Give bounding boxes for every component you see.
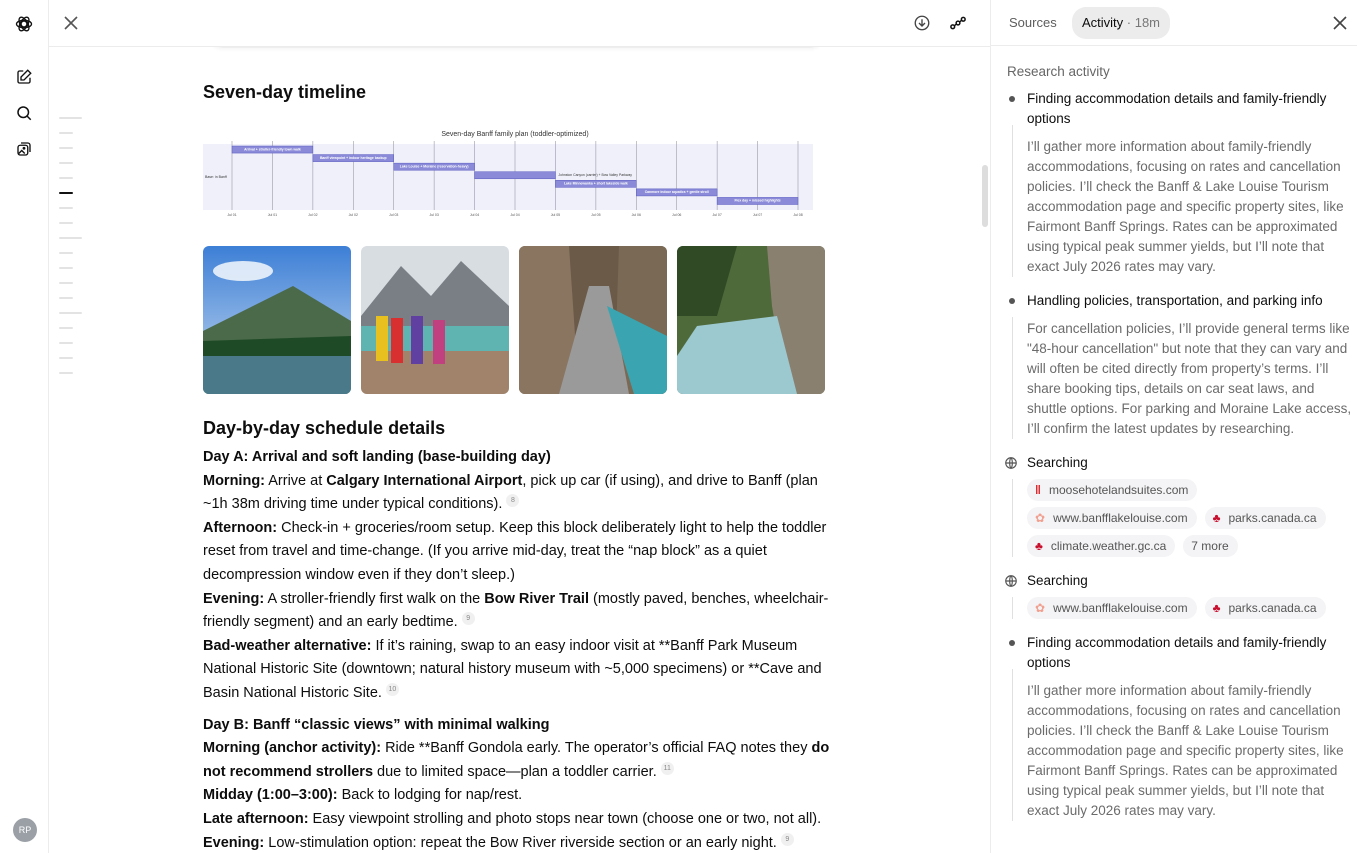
text: If it’s raining, swap to an easy indoor visit at **Banff Park Museum National Historic Site (downtown; natural history museum with ~5,000 specimens) or **Cave and Basin National Historic Site. [203,637,822,701]
close-button[interactable] [60,12,82,34]
photo-canyon-catwalk[interactable] [519,246,667,394]
day-b-title: Day B: Banff “classic views” with minimal walking [203,716,550,733]
text: Arrive at [265,472,327,489]
text: A stroller-friendly first walk on the [264,590,485,607]
source-chip[interactable] [1027,535,1175,557]
paw-favicon-icon: ✿ [1035,601,1046,615]
gantt-bar [475,172,556,179]
tick-label: Jul 03 [389,213,399,217]
tick-label: Jul 07 [712,213,722,217]
text: due to limited space—plan a toddler carrier. [373,763,657,780]
moose-hotel-favicon-icon: ‖ [1035,483,1041,497]
tick-label: Jul 05 [591,213,601,217]
chip-label: www.banfflakelouise.com [1053,601,1188,615]
close-icon [64,16,78,30]
close-panel-button[interactable] [1329,12,1351,34]
openai-logo-icon[interactable] [13,13,35,35]
tab-activity-time: · 18m [1123,15,1161,30]
section-label: Base: in Banff [205,175,227,179]
activity-item [1007,291,1352,439]
tick-label: Jul 06 [672,213,682,217]
activity-panel [990,0,1357,853]
activity-title: Finding accommodation details and family-friendly options [1027,635,1327,670]
label: Midday (1:00–3:00): [203,787,338,804]
tick-label: Jul 02 [308,213,318,217]
source-chip[interactable] [1027,507,1197,529]
avatar[interactable]: RP [13,818,37,842]
chip-label: climate.weather.gc.ca [1050,539,1167,553]
text: , pick up car (if using), and drive to Banff (plan ~1h 38m driving time under typical conditions). [203,472,818,513]
bullet-dot-icon [1009,298,1015,304]
bullet-dot-icon [1009,96,1015,102]
text: Check-in + groceries/room setup. Keep this block deliberately light to help the toddler reset from travel and time-change. (If you arrive mid-day, treat the “nap block” as a quiet decompression window even if they don’t sleep.) [203,519,827,583]
activity-desc: I’ll gather more information about family-friendly accommodations, focusing on rates and cancellation policies. I’ll check the Banff & Lake Louise Tourism accommodation page and specific property sites, like Fairmont Banff Springs. Rates can be approximated using typical peak summer yields, but I’ll note that exact July 2026 rates may vary. [1027,683,1344,818]
tick-label: Jul 03 [429,213,439,217]
source-chip[interactable] [1205,597,1326,619]
tick-label: Jul 05 [550,213,561,217]
text: Back to lodging for nap/rest. [337,787,523,804]
source-chip[interactable] [1205,507,1326,529]
photo-gallery [203,246,825,394]
citation-badge[interactable]: 9 [462,612,475,625]
timeline-heading: Seven-day timeline [203,82,367,102]
activity-desc: I’ll gather more information about family-friendly accommodations, focusing on rates and cancellation policies. I’ll check the Banff & Lake Louise Tourism accommodation page and specific property sites, like Fairmont Banff Springs. Rates can be approximated using typical peak summer yields, but I’ll note that exact July 2026 rates may vary. [1027,139,1344,274]
schedule-section [203,416,833,853]
tick-label: Jul 01 [227,213,237,217]
more-sources-chip[interactable]: 7 more [1183,535,1237,557]
tick-label: Jul 08 [793,213,803,217]
text: (mostly paved, benches, wheelchair-friendly segment) and an early bedtime. [203,590,829,631]
label: Evening: [203,590,265,607]
tab-sources[interactable]: Sources [1009,15,1057,30]
maple-leaf-icon: ♣ [1212,601,1221,615]
chip-label: parks.canada.ca [1228,511,1317,525]
chart-title: Seven-day Banff family plan (toddler-optimized) [441,131,589,138]
day-a-block [203,446,833,706]
top-bar [49,0,990,46]
label: Bad-weather alternative: [203,637,372,654]
activity-title: Searching [1027,573,1088,588]
tick-label: Jul 01 [267,213,278,217]
tick-label: Jul 06 [631,213,641,217]
text: Ride **Banff Gondola early. The operator’s official FAQ notes they [381,740,812,757]
gantt-bar-label: Lake Minnewanka + short lakeside walk [563,181,628,186]
gantt-bar-label: Johnston Canyon (carrier) + Bow Valley Parkway [558,173,632,177]
maple-leaf-icon: ♣ [1035,539,1043,553]
photo-mountain-lake[interactable] [203,246,351,394]
day-b-block [203,714,833,853]
source-chip[interactable] [1027,597,1197,619]
source-chip[interactable] [1027,479,1197,501]
search-icon[interactable] [13,102,35,124]
globe-icon [1004,574,1018,588]
label: Afternoon: [203,519,278,536]
activity-desc: For cancellation policies, I’ll provide general terms like "48-hour cancellation" but note that they can vary and will often be cited directly from property’s terms. I’ll share booking tips, details on car seat laws, and shuttle options. For parking and Moraine Lake access, I’ll confirm the latest updates by researching. [1027,321,1352,436]
library-icon[interactable] [13,138,35,160]
research-activity [1007,64,1352,835]
label: Morning: [203,472,266,489]
text-bold: do not recommend strollers [203,740,830,780]
citation-badge[interactable]: 9 [781,833,794,846]
tick-label: Jul 04 [510,213,520,217]
chip-label: www.banfflakelouise.com [1053,511,1188,525]
tab-activity[interactable] [1072,7,1170,39]
activity-title: Handling policies, transportation, and parking info [1027,293,1323,308]
gantt-bar-label: Lake Louise + Moraine (reservation-heavy) [399,164,469,169]
search-activity-item [1007,453,1352,557]
chip-label: parks.canada.ca [1228,601,1317,615]
document-minimap[interactable] [59,117,82,387]
close-icon [1333,16,1347,30]
share-link-button[interactable] [947,12,969,34]
text-bold: Bow River Trail [484,590,589,607]
citation-badge[interactable]: 10 [386,683,399,696]
schedule-heading: Day-by-day schedule details [203,418,446,438]
activity-title: Searching [1027,455,1088,470]
tick-label: Jul 02 [348,213,358,217]
photo-canyon-river[interactable] [677,246,825,394]
chip-label: moosehotelandsuites.com [1048,483,1189,497]
photo-family-lake-louise[interactable] [361,246,509,394]
bullet-dot-icon [1009,640,1015,646]
activity-item [1007,89,1352,277]
left-rail [0,0,49,853]
text: Easy viewpoint strolling and photo stops near town (choose one or two, not all). [308,810,822,827]
research-activity-heading: Research activity [1007,64,1110,79]
text: Low-stimulation option: repeat the Bow River riverside section or an early night. [264,834,777,851]
activity-item [1007,633,1352,821]
globe-icon [1004,456,1018,470]
gantt-bar-label: Banff viewpoint + indoor heritage backup [319,155,387,160]
download-button[interactable] [911,12,933,34]
download-icon [913,14,931,32]
new-chat-icon[interactable] [13,66,35,88]
gantt-bar-label: Canmore indoor aquatics + gentle stroll [644,190,709,195]
citation-badge[interactable]: 8 [506,494,519,507]
paw-favicon-icon: ✿ [1035,511,1046,525]
tick-label: Jul 07 [752,213,763,217]
day-a-title: Day A: Arrival and soft landing (base-building day) [203,449,551,465]
text-bold: Calgary International Airport [326,472,523,489]
link-chain-icon [949,14,967,32]
tab-activity-label: Activity [1082,15,1124,30]
search-activity-item [1007,571,1352,619]
maple-leaf-icon: ♣ [1212,511,1221,525]
citation-badge[interactable]: 11 [661,762,674,775]
main-document [49,0,990,853]
tick-label: Jul 04 [469,213,480,217]
activity-title: Finding accommodation details and family-friendly options [1027,91,1327,126]
gantt-chart[interactable] [203,128,828,228]
gantt-bar-label: Flex day + missed highlights [734,198,781,203]
label: Morning (anchor activity): [203,740,382,757]
gantt-bar-label: Arrival + stroller-friendly town walk [244,147,301,152]
panel-tabs [991,0,1357,46]
label: Late afternoon: [203,810,309,827]
scrollbar[interactable] [982,165,988,227]
label: Evening: [203,834,265,851]
